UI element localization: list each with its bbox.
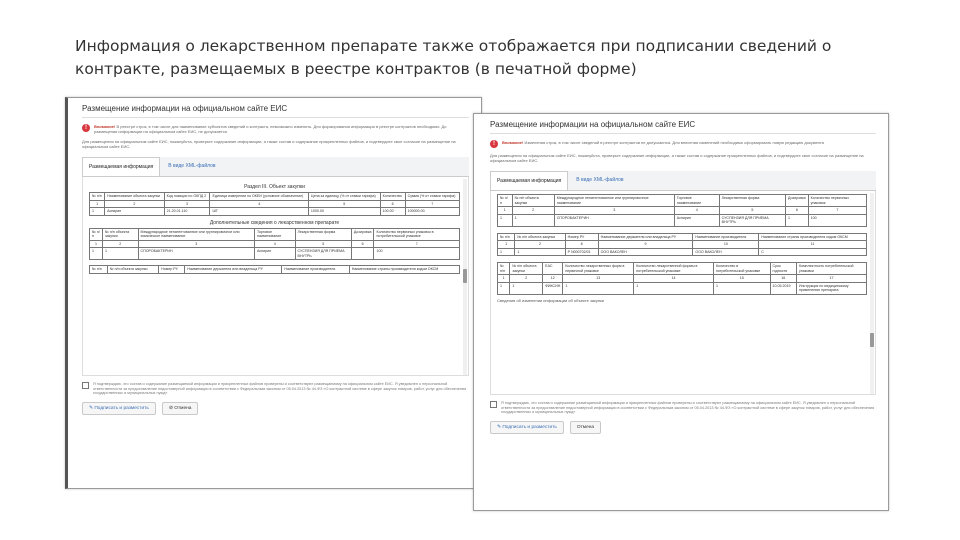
- table-row: [498, 214, 867, 226]
- table-cell: 5: [308, 200, 380, 208]
- sign-and-publish-button[interactable]: [82, 402, 156, 415]
- cancel-button-label: Отмена: [576, 424, 595, 430]
- table-cell: 4: [674, 207, 719, 215]
- table-cell: 10.05.2019: [770, 282, 796, 294]
- table-cell: 13: [563, 275, 634, 283]
- table-cell: 14: [634, 275, 714, 283]
- table-cell: 100.00: [380, 208, 405, 216]
- table-header-cell: Наименование страны производителя кодом ОКСМ: [349, 266, 459, 274]
- table-cell: 1: [498, 275, 510, 283]
- table-header-cell: Наименование держателя или владельца РУ: [185, 266, 282, 274]
- table-cell: 7: [374, 240, 460, 248]
- table-cell: СУСПЕНЗИЯ ДЛЯ ПРИЕМА ВНУТРЬ: [719, 214, 785, 226]
- table-header-cell: Номер РУ: [565, 233, 598, 241]
- table-cell: 6: [351, 240, 374, 248]
- warning-label: Внимание!: [502, 140, 524, 145]
- table-header-cell: № п/п: [90, 228, 103, 240]
- changes-text: Сведения об изменении информации об объекте закупки: [497, 297, 604, 303]
- table-cell: 1: [515, 248, 565, 256]
- table-cell: ШТ: [210, 208, 308, 216]
- table-cell: СУСПЕНЗИЯ ДЛЯ ПРИЕМА ВНУТРЬ: [295, 248, 351, 260]
- table-header-cell: Номер РУ: [159, 266, 185, 274]
- alert-icon: !: [490, 140, 498, 148]
- table-cell: С: [759, 248, 867, 256]
- table-header-cell: Наименование производителя: [282, 266, 349, 274]
- sign-button-label: Подписать и разместить: [94, 405, 149, 411]
- table-header-cell: № п/п объекта закупки: [107, 266, 158, 274]
- table-cell: 100: [374, 248, 460, 260]
- confirm-checkbox[interactable]: [82, 382, 89, 389]
- table-header-cell: Количество: [380, 193, 405, 201]
- print-form-frame: [490, 191, 876, 395]
- table-cell: 5: [719, 207, 785, 215]
- table-header-row: [90, 193, 460, 201]
- print-form-frame: [82, 177, 469, 376]
- table-cell: Р N000702/01: [565, 248, 598, 256]
- table-header-cell: Международное непатентованное или группировочное или химическое наименование: [138, 228, 254, 240]
- table-cell: 4: [210, 200, 308, 208]
- table-header-cell: № п/п объекта закупки: [103, 228, 139, 240]
- close-icon: ⊘: [168, 405, 175, 411]
- table-row: [498, 248, 867, 256]
- scrollbar-thumb[interactable]: [463, 269, 467, 283]
- table-row: [498, 275, 867, 283]
- table-cell: 100000.00: [405, 208, 459, 216]
- procurement-object-table: [89, 192, 460, 216]
- table-row: [498, 282, 867, 294]
- dialog-title: Размещение информации на официальном сайте ЕИС: [490, 114, 876, 134]
- warning-text: В реестре строк, в том числе для наименование субъектов сведений и контракта, невозможно изменить. Для формирования информации в реестре контрактов необходимо. До размещения информации на официальном сайте ЕИС, не допускается: [94, 124, 447, 134]
- drug-info-table: [89, 228, 460, 261]
- info-text: Для размещения на официальном сайте ЕИС, пожалуйста, проверьте содержание информации, а также состав и содержание прикрепленных файлов, и подтвердите свое согласие на размещение на официальном сайте ЕИС.: [490, 153, 864, 163]
- table-header-cell: № п/п объекта закупки: [515, 233, 565, 241]
- table-cell: 6: [785, 207, 808, 215]
- table-cell: 6: [380, 200, 405, 208]
- drug-info-table: [497, 194, 867, 227]
- table-cell: Аспирин: [674, 214, 719, 226]
- table-cell: ООО ВАКОЛЕН: [693, 248, 759, 256]
- table-cell: 1: [90, 248, 103, 260]
- table-header-row: [498, 233, 867, 241]
- table-cell: 3: [164, 200, 210, 208]
- tab-xml-files[interactable]: В виде XML-файлов: [576, 177, 624, 183]
- table-header-cell: № п/п объекта закупки: [512, 195, 554, 207]
- table-cell: 2: [512, 207, 554, 215]
- table-cell: 9: [598, 241, 693, 249]
- table-cell: 2: [515, 241, 565, 249]
- table-cell: СПОРОБАКТЕРИН: [554, 214, 674, 226]
- table-header-row: [498, 263, 867, 275]
- table-header-cell: № п/п: [498, 233, 515, 241]
- sign-button-label: Подписать и разместить: [502, 424, 557, 430]
- warning-block: [82, 124, 469, 134]
- table-cell: [351, 248, 374, 260]
- table-header-cell: № п/п объекта закупки: [510, 263, 543, 275]
- table-header-cell: Сумма (% от ставки тарифа): [405, 193, 459, 201]
- section-title: Раздел III. Объект закупки: [244, 184, 305, 190]
- table-cell: 2: [510, 275, 543, 283]
- table-cell: 17: [796, 275, 866, 283]
- table-cell: 1: [498, 214, 513, 226]
- table-header-cell: № п/п: [90, 266, 108, 274]
- table-header-cell: № п/п: [498, 263, 510, 275]
- table-header-cell: Количество лекарственной формы в потребительской упаковке: [634, 263, 714, 275]
- pen-icon: ✎: [89, 405, 95, 411]
- table-header-cell: Наименование объекта закупки: [105, 193, 164, 201]
- table-cell: 4: [254, 240, 295, 248]
- cancel-button[interactable]: [162, 402, 199, 415]
- table-row: [90, 208, 460, 216]
- tab-printed-info[interactable]: Размещаемая информация: [82, 157, 160, 176]
- table-cell: 7: [405, 200, 459, 208]
- table-header-cell: Код позиции по ОКПД 2: [164, 193, 210, 201]
- table-cell: 100: [808, 214, 866, 226]
- table-cell: ФИКСИН: [543, 282, 563, 294]
- slide-heading: Информация о лекарственном препарате также отображается при подписании сведений о контракте, размещаемых в реестре контрактов (в печатной форме): [75, 37, 832, 78]
- table-cell: 3: [554, 207, 674, 215]
- table-cell: 1: [103, 248, 139, 260]
- table-header-cell: № п/п: [498, 195, 513, 207]
- table-header-cell: Дозировка: [351, 228, 374, 240]
- table-header-cell: Цена за единицу (% от ставки тарифа): [308, 193, 380, 201]
- table-header-cell: Дозировка: [785, 195, 808, 207]
- table-header-row: [90, 228, 460, 240]
- table-cell: 7: [808, 207, 866, 215]
- table-row: [90, 240, 460, 248]
- table-cell: Аспирин: [105, 208, 164, 216]
- table-cell: СПОРОБАКТЕРИН: [138, 248, 254, 260]
- table-header-cell: Торговое наименование: [254, 228, 295, 240]
- table-cell: 1: [498, 248, 515, 256]
- table-header-cell: Наименование производителя: [693, 233, 759, 241]
- table-cell: 1: [90, 200, 105, 208]
- pen-icon: ✎: [497, 424, 503, 430]
- table-cell: 1: [90, 240, 103, 248]
- table-header-cell: Наименование страны производителя кодом ОКСМ: [759, 233, 867, 241]
- section-subtitle: Дополнительные сведения о лекарственном препарате: [209, 219, 340, 226]
- table-cell: 1000.00: [308, 208, 380, 216]
- table-cell: 1: [90, 208, 105, 216]
- table-cell: 11: [759, 241, 867, 249]
- confirm-row: [82, 382, 469, 396]
- table-header-cell: Количество первичных упаковок: [808, 195, 866, 207]
- tab-bar: [490, 171, 876, 191]
- dialog-title: Размещение информации на официальном сайте ЕИС: [82, 98, 469, 118]
- table-header-cell: ЕАС: [543, 263, 563, 275]
- confirm-text: Я подтверждаю, что состав и содержание размещаемой информации и прикрепленных файлов проверены и соответствуют размещаемому на официальном сайте ЕИС. Я уведомлен о персональной ответственности за предоставление недостоверной информации в соответствии с Федеральным законом от 05.04.2013 № 44-ФЗ «О контрактной системе в сфере закупок товаров, работ, услуг для обеспечения государственных и муниципальных нужд»: [501, 401, 875, 415]
- alert-icon: !: [82, 124, 90, 132]
- warning-text: Изменения строк, в том числе сведений в реестре контрактов не допускаются. Для внесения изменений необходимо сформировать новую редакцию документа: [523, 140, 824, 145]
- dialog-screenshot-2: [473, 113, 889, 511]
- table-header-row: [90, 266, 460, 274]
- table-cell: 1: [713, 282, 770, 294]
- table-header-cell: № п/п: [90, 193, 105, 201]
- table-row: [498, 241, 867, 249]
- table-cell: 3: [138, 240, 254, 248]
- confirm-text: Я подтверждаю, что состав и содержание размещаемой информации и прикрепленных файлов проверены и соответствуют размещаемому на официальном сайте ЕИС. Я уведомлен о персональной ответственности за предоставление недостоверной информации в соответствии с Федеральным законом от 05.04.2013 № 44-ФЗ «О контрактной системе в сфере закупок товаров, работ, услуг для обеспечения государственных и муниципальных нужд»: [93, 382, 467, 396]
- scrollbar[interactable]: [463, 179, 467, 376]
- table-cell: 1: [510, 282, 543, 294]
- table-header-cell: Международное непатентованное или группировочное наименование: [554, 195, 674, 207]
- cancel-button[interactable]: [570, 421, 601, 434]
- scrollbar[interactable]: [870, 193, 874, 395]
- tab-bar: [82, 157, 469, 177]
- table-header-cell: Количество первичных упаковок в потребительской упаковке: [374, 228, 460, 240]
- dialog-screenshot-1: [65, 97, 482, 489]
- table-cell: 1: [563, 282, 634, 294]
- table-header-cell: Количество лекарственных форм в первичной упаковке: [563, 263, 634, 275]
- table-row: [90, 200, 460, 208]
- table-cell: 1: [785, 214, 808, 226]
- table-cell: 8: [565, 241, 598, 249]
- warning-block: [490, 140, 876, 148]
- table-header-cell: Количество в потребительской упаковке: [713, 263, 770, 275]
- registration-table: [89, 265, 460, 274]
- sign-and-publish-button[interactable]: [490, 421, 564, 434]
- info-text: Для размещения на официальном сайте ЕИС, пожалуйста, проверьте содержание информации, а также состав и содержание прикрепленных файлов, и подтвердите свое согласие на размещение на официальном сайте ЕИС.: [82, 139, 456, 149]
- table-cell: 10: [693, 241, 759, 249]
- table-row: [498, 207, 867, 215]
- table-cell: 15: [713, 275, 770, 283]
- table-header-cell: Комплектность потребительской упаковки: [796, 263, 866, 275]
- table-cell: 21.20.01.110: [164, 208, 210, 216]
- table-cell: 5: [295, 240, 351, 248]
- table-cell: 12: [543, 275, 563, 283]
- tab-printed-info[interactable]: Размещаемая информация: [490, 171, 568, 190]
- table-cell: Инструкция по медицинскому применению препарата: [796, 282, 866, 294]
- scrollbar-thumb[interactable]: [870, 333, 874, 347]
- table-row: [90, 248, 460, 260]
- table-cell: ООО ВАКОЛЕН: [598, 248, 693, 256]
- confirm-row: [490, 401, 876, 415]
- table-cell: 2: [103, 240, 139, 248]
- registration-table: [497, 233, 867, 257]
- packaging-table: [497, 262, 867, 295]
- table-cell: 1: [512, 214, 554, 226]
- cancel-button-label: Отмена: [174, 405, 192, 411]
- table-cell: 1: [498, 282, 510, 294]
- button-row: [490, 421, 876, 434]
- table-cell: 1: [498, 207, 513, 215]
- confirm-checkbox[interactable]: [490, 401, 497, 408]
- table-header-cell: Срок годности: [770, 263, 796, 275]
- button-row: [82, 402, 469, 415]
- table-cell: 16: [770, 275, 796, 283]
- table-header-row: [498, 195, 867, 207]
- tab-xml-files[interactable]: В виде XML-файлов: [168, 163, 216, 169]
- warning-label: Внимание!: [94, 124, 116, 129]
- table-cell: 1: [634, 282, 714, 294]
- table-cell: 1: [498, 241, 515, 249]
- table-cell: Аспирин: [254, 248, 295, 260]
- table-cell: 2: [105, 200, 164, 208]
- table-header-cell: Наименование держателя или владельца РУ: [598, 233, 693, 241]
- table-header-cell: Лекарственная форма: [295, 228, 351, 240]
- table-header-cell: Единица измерения по ОКЕИ (условное обозначение): [210, 193, 308, 201]
- table-header-cell: Лекарственная форма: [719, 195, 785, 207]
- table-header-cell: Торговое наименование: [674, 195, 719, 207]
